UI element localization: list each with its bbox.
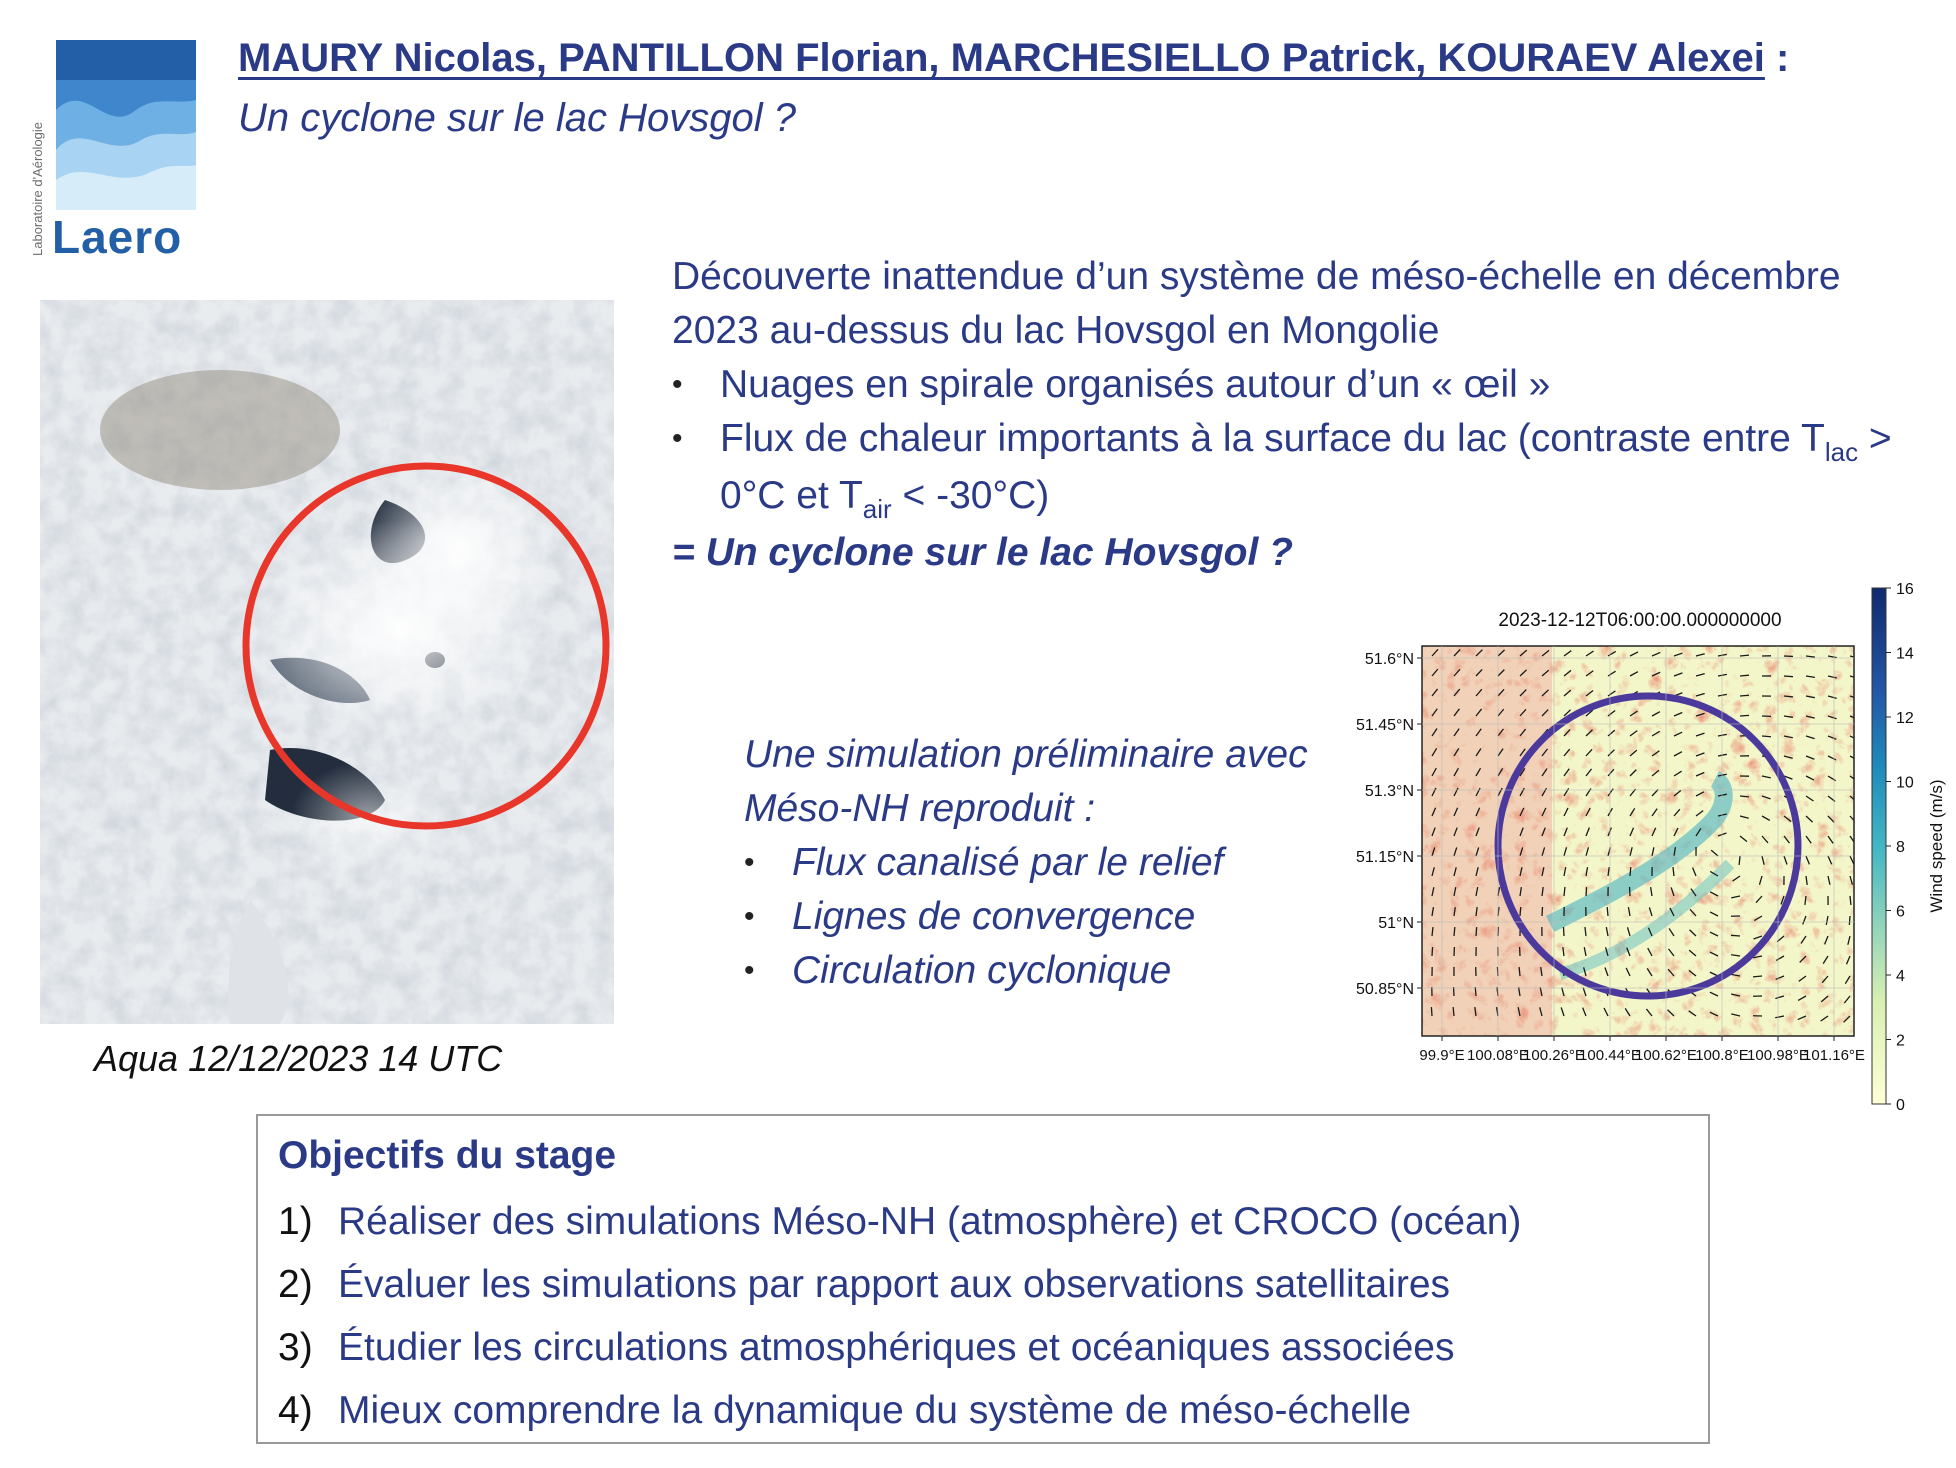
chart-title: 2023-12-12T06:00:00.000000000 [1498, 610, 1782, 631]
y-tick-label: 51°N [1378, 915, 1414, 932]
discovery-bullets [672, 358, 1922, 526]
wind-vector [1563, 927, 1564, 936]
objective-text: Étudier les circulations atmosphériques et océaniques associées [338, 1326, 1455, 1369]
y-tick-label: 51.3°N [1364, 783, 1414, 800]
wind-vector [1740, 695, 1749, 696]
logo-side-text [30, 36, 52, 256]
colorbar-tick-label: 6 [1896, 903, 1905, 921]
wind-vector [1740, 796, 1749, 797]
objectives-title: Objectifs du stage [278, 1134, 617, 1177]
discovery-intro: Découverte inattendue d’un système de méso-échelle en décembre 2023 au-dessus du lac Hovsgol en Mongolie [672, 255, 1841, 352]
satellite-image [40, 300, 614, 1024]
wind-vector [1740, 715, 1749, 716]
objective-text: Réaliser des simulations Méso-NH (atmosphère) et CROCO (océan) [338, 1200, 1522, 1243]
objective-item [278, 1253, 1521, 1316]
x-tick-label: 100.62°E [1635, 1047, 1697, 1064]
y-tick-label: 51.45°N [1356, 717, 1414, 734]
authors-line [238, 36, 1789, 81]
x-tick-label: 100.44°E [1579, 1047, 1641, 1064]
authors-names: MAURY Nicolas, PANTILLON Florian, MARCHESIELLO Patrick, KOURAEV Alexei [238, 36, 1765, 80]
simulation-list [744, 836, 1344, 998]
bullet2-text-b: > 0°C et T [720, 417, 1892, 517]
bullet2-sub-air: air [862, 494, 892, 524]
colorbar-tick-label: 0 [1896, 1097, 1905, 1114]
simulation-intro: Une simulation préliminaire avec Méso-NH reproduit : [744, 733, 1308, 830]
objectives-list [278, 1190, 1521, 1442]
objective-item [278, 1316, 1521, 1379]
wind-vector [1607, 907, 1608, 916]
x-tick-label: 100.26°E [1523, 1047, 1585, 1064]
wind-vector [1753, 976, 1762, 977]
wind-vector [1431, 1007, 1432, 1016]
wind-vector [1564, 887, 1565, 896]
objective-text: Mieux comprendre la dynamique du système de méso-échelle [338, 1389, 1412, 1432]
wind-vector [1520, 907, 1521, 916]
wind-vector [1731, 935, 1740, 936]
wind-vector [1762, 736, 1771, 737]
poster-subtitle: Un cyclone sur le lac Hovsgol ? [238, 96, 797, 140]
wind-vector [1432, 947, 1433, 956]
wind-vector [1739, 856, 1740, 865]
colorbar [1872, 588, 1886, 1104]
colorbar-tick-label: 14 [1896, 645, 1914, 663]
wind-vector [1519, 967, 1520, 976]
y-tick-label: 51.15°N [1356, 849, 1414, 866]
x-tick-label: 101.16°E [1803, 1047, 1865, 1064]
wind-vector [1586, 887, 1587, 896]
wind-speed-map [1330, 574, 1956, 1114]
x-tick-label: 100.98°E [1747, 1047, 1809, 1064]
objective-text: Évaluer les simulations par rapport aux observations satellitaires [338, 1263, 1451, 1306]
bullet2-text-c: < -30°C) [891, 474, 1050, 517]
wind-vector [1453, 1007, 1454, 1016]
wind-vector [1476, 927, 1477, 936]
satellite-caption: Aqua 12/12/2023 14 UTC [94, 1038, 503, 1079]
objective-item [278, 1190, 1521, 1253]
objective-number: 2) [278, 1263, 313, 1306]
discovery-block [672, 250, 1922, 580]
simulation-item: • Circulation cyclonique [744, 944, 1344, 998]
logo-side-label: Laboratoire d'Aérologie [30, 121, 45, 256]
y-tick-label: 50.85°N [1356, 981, 1414, 998]
bullet2-sub-lac: lac [1824, 437, 1859, 467]
objective-item [278, 1379, 1521, 1442]
discovery-bullet-1: • Nuages en spirale organisés autour d’un « œil » [672, 358, 1922, 412]
colorbar-tick-label: 4 [1896, 968, 1905, 985]
colorbar-tick-label: 16 [1896, 581, 1914, 598]
colorbar-tick-label: 8 [1896, 839, 1905, 856]
simulation-item: • Flux canalisé par le relief [744, 836, 1344, 890]
x-tick-label: 100.08°E [1467, 1047, 1529, 1064]
discovery-conclusion: = Un cyclone sur le lac Hovsgol ? [672, 531, 1293, 574]
objective-number: 1) [278, 1200, 313, 1243]
wind-vector [1740, 675, 1749, 676]
wind-vector [1740, 655, 1749, 656]
discovery-bullet-2 [672, 412, 1922, 526]
objective-number: 4) [278, 1389, 313, 1432]
wind-vector [1630, 867, 1631, 876]
bullet2-text-a: Flux de chaleur importants à la surface du lac (contraste entre T [720, 417, 1825, 460]
objectives-box [256, 1114, 1710, 1444]
logo-waves-graphic [56, 40, 196, 210]
simulation-item: • Lignes de convergence [744, 890, 1344, 944]
wind-vector [1849, 916, 1850, 925]
objective-number: 3) [278, 1326, 313, 1369]
x-tick-label: 99.9°E [1419, 1047, 1465, 1064]
x-tick-label: 100.8°E [1695, 1047, 1749, 1064]
logo-wordmark: Laero [52, 211, 183, 263]
wind-vector [1784, 676, 1793, 677]
colorbar-tick-label: 12 [1896, 710, 1914, 727]
colorbar-label: Wind speed (m/s) [1927, 779, 1946, 913]
colorbar-tick-label: 10 [1896, 774, 1914, 792]
y-tick-label: 51.6°N [1364, 651, 1414, 668]
wind-vector [1454, 927, 1455, 936]
simulation-block [744, 728, 1344, 998]
wind-vector [1850, 896, 1851, 905]
authors-colon: : [1776, 36, 1790, 80]
colorbar-tick-label: 2 [1896, 1032, 1905, 1050]
